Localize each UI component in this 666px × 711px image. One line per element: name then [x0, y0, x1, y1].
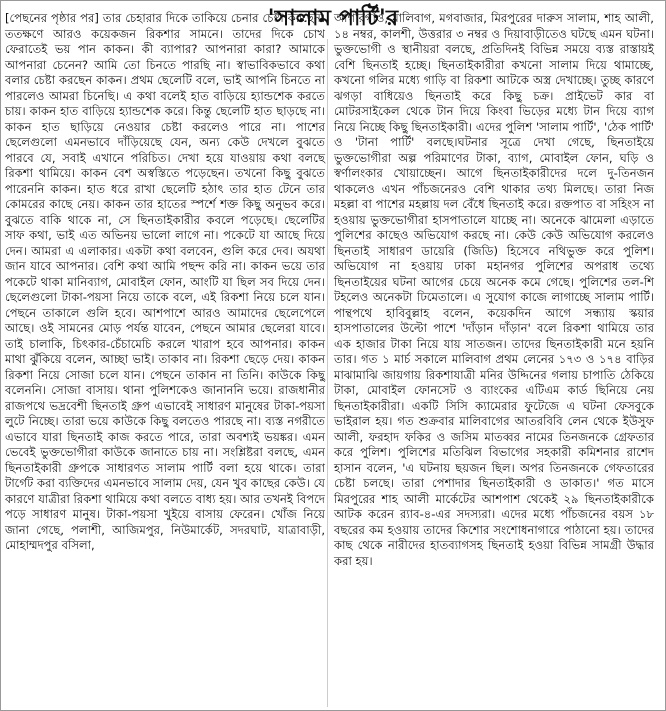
column-divider	[327, 39, 328, 707]
left-column-body	[5, 11, 325, 554]
continued-from-label: [পেছনের পৃষ্ঠার পর]	[5, 11, 99, 25]
right-column	[334, 11, 654, 569]
right-column-text: আগারগাঁও, মালিবাগ, মগবাজার, মিরপুরের দারুস সালাম, শাহ আলী, ১৪ নম্বর, কালশী, উত্তরার ৩ নম্বর ও দিয়াবাড়ীতেও ঘটছে এমন ঘটনা। ভুক্তভোগী ও স্থানীয়রা বলছে, প্রতিদিনই বিভিন্ন সময়ে ব্যস্ত রাস্তায়ই বেশি ছিনতাই হচ্ছে। ছিনতাইকারীরা কখনো সালাম দিয়ে থামাচ্ছে, কখনো গলির মধ্যে গাড়ি বা রিকশা আটকে অস্ত্র দেখাচ্ছে। তুচ্ছ কারণে ঝগড়া বাধিয়েও ছিনতাই করে কিছু চক্র। প্রাইভেট কার বা মোটরসাইকেল থেকে টান দিয়ে কিংবা ভিড়ের মধ্যে টান দিয়ে ব্যাগ নিয়ে নিচ্ছে কিছু ছিনতাইকারী। এদের পুলিশ 'সালাম পার্টি', 'ঠেক পার্টি' ও 'টানা পার্টি' বলছে।ঘটনার সূত্রে দেখা গেছে, ছিনতাইয়ে ভুক্তভোগীরা অল্প পরিমাণের টাকা, ব্যাগ, মোবাইল ফোন, ঘড়ি ও স্বর্ণালংকার খোয়াচ্ছেন। আগে ছিনতাইকারীদের দলে দু-তিনজন থাকলেও এখন পাঁচজনেরও বেশি থাকার তথ্য মিলছে। তারা নিজ মহল্লা বা পাশের মহল্লায় দল বেঁধে ছিনতাই করে। রক্তপাত বা সহিংস না হওয়ায় ভুক্তভোগীরা হাসপাতালে যাচ্ছে না। অনেকে ঝামেলা এড়াতে পুলিশের কাছেও অভিযোগ করছে না। কেউ কেউ অভিযোগ করলেও ছিনতাই সাধারণ ডায়েরি (জিডি) হিসেবে নথিভুক্ত করে পুলিশ। অভিযোগ না হওয়ায় ঢাকা মহানগর পুলিশের অপরাধ তথ্যে ছিনতাইয়ের ঘটনা আগের চেয়ে অনেক কমে গেছে। পুলিশের তল-শি টহলেও অনেকটা ঢিমেতালে। এ সুযোগ কাজে লাগাচ্ছে সালাম পার্টি। পান্থপথে হাবিবুল্লাহ বলেন, কয়েকদিন আগে সন্ধ্যায় স্কয়ার হাসপাতালের উল্টো পাশে 'দাঁড়ান দাঁড়ান' বলে রিকশা থামিয়ে তার এক হাজার টাকা নিয়ে যায় সাতজন। তাদের ছিনতাইকারী মনে হয়নি তার। গত ১ মার্চ সকালে মালিবাগ প্রথম লেনের ১৭৩ ও ১৭৪ বাড়ির মাঝামাঝি জায়গায় রিকশাযাত্রী মনির উদ্দিনের গলায় চাপাতি ঠেকিয়ে টাকা, মোবাইল ফোনসেট ও ব্যাংকের এটিএম কার্ড ছিনিয়ে নেয় ছিনতাইকারীরা। একটি সিসি ক্যামেরার ফুটেজে এ ঘটনা ফেসবুকে ভাইরাল হয়। গত শুক্রবার মালিবাগের আতরবিবি লেন থেকে ইউসুফ আলী, ফরহাদ ফকির ও জসিম মাতব্বর নামের তিনজনকে গ্রেফতার করে পুলিশ। পুলিশের মতিঝিল বিভাগের সহকারী কমিশনার রাশেদ হাসান বলেন, 'এ ঘটনায় ছয়জন ছিল। অপর তিনজনকে গেফতারের চেষ্টা চলছে। তারা পেশাদার ছিনতাইকারী ও ডাকাত।' গত মাসে মিরপুরের শাহ আলী মার্কেটের আশপাশ থেকেই ২৯ ছিনতাইকারীকে আটক করেন র‍্যাব-৪-এর সদস্যরা। এদের মধ্যে পাঁচজনের বয়স ১৮ বছরের কম হওয়ায় তাদের কিশোর সংশোধনাগারে পাঠানো হয়। তাদের কাছ থেকে নারীদের হাতব্যাগসহ ছিনতাই হওয়া বিভিন্ন সামগ্রী উদ্ধার করা হয়।	[334, 11, 654, 568]
headline: 'সালাম পার্টি'র	[267, 5, 399, 31]
left-column-text: তার চেহারার দিকে তাকিয়ে চেনার চেষ্টা করছেন। ততক্ষণে আরও কয়েকজন রিকশার সামনে। তাদের দিকে চোখ ফেরাতেই ভয় পান কাকন। কী ব্যাপার? আপনারা কারা? আমাকে আপনারা চেনেন? আমি তো চিনতে পারছি না। স্বাভাবিকভাবে কথা বলার চেষ্টা করছেন কাকন। প্রথম ছেলেটি বলে, ভাই আপনি চিনতে না পারলেও আমরা চিনেছি। এ কথা বলেই হাত বাড়িয়ে হ্যান্ডশেক করতে চায়। কাকন হাত বাড়িয়ে হ্যান্ডশেক করে। কিন্তু ছেলেটি হাত ছাড়ছে না। কাকন হাত ছাড়িয়ে নেওয়ার চেষ্টা করলেও পারে না। পাশের ছেলেগুলো এমনভাবে দাঁড়িয়েছে যেন, অন্য কেউ দেখলে বুঝতে পারবে যে, সবাই এখানে পরিচিত। দেখা হয়ে যাওয়ায় কথা বলছে রিকশা থামিয়ে। কাকন বেশ অস্বস্তিতে পড়েছেন। তখনো কিছু বুঝতে পারেননি কাকন। হাত ধরে রাখা ছেলেটি হঠাৎ তার হাত টেনে তার কোমরের কাছে নেয়। কাকন তার হাতের স্পর্শে শক্ত কিছু অনুভব করে। বুঝতে বাকি থাকে না, সে ছিনতাইকারীর কবলে পড়েছে। ছেলেটির সাফ কথা, ভাই এত অভিনয় ভালো লাগে না। পকেটে যা আছে দিয়ে দেন। আমরা এ এলাকার। একটা কথা বলবেন, গুলি করে দেব। অযথা জান যাবে আপনার। বেশি কথা আমি পছন্দ করি না। কাকন ভয়ে তার পকেটে থাকা মানিব্যাগ, মোবাইল ফোন, আংটি যা ছিল সব দিয়ে দেন। ছেলেগুলো টাকা-পয়সা নিয়ে তাকে বলে, এই রিকশা নিয়ে চলে যান। পেছনে তাকালে গুলি হবে। আশপাশে আরও আমাদের ছেলেপেলে আছে। ওই সামনের মোড় পর্যন্ত যাবেন, পেছনে আমার ছেলেরা যাবে। তাই চালাকি, চিৎকার-চেঁচামেচি করলে খারাপ হবে আপনার। কাকন মাথা ঝুঁকিয়ে বলেন, আচ্ছা ভাই। তাকাব না। রিকশা ছেড়ে দেয়। কাকন রিকশা নিয়ে সোজা চলে যান। পেছনে তাকান না তিনি। কাউকে কিছু বলেননি। সোজা বাসায়। থানা পুলিশকেও জানাননি ভয়ে। রাজধানীর রাজপথে ভদ্রবেশী ছিনতাই গ্রুপ এভাবেই সাধারণ মানুষের টাকা-পয়সা লুটে নিচ্ছে। তারা ভয়ে কাউকে কিছু বলতেও পারছে না। ব্যস্ত নগরীতে এভাবে যারা ছিনতাই কাজ করতে পারে, তারা অবশ্যই ভয়ঙ্কর। এমন ভেবেই ভুক্তভোগীরা কাউকে জানাতে চায় না। সংশ্লিষ্টরা বলছে, এমন ছিনতাইকারী গ্রুপকে সাধারণত সালাম পার্টি বলা হয়ে থাকে। তারা টার্গেট করা ব্যক্তিদের এমনভাবে সালাম দেয়, যেন খুব কাছের কেউ। যে কারণে যাত্রীরা রিকশা থামিয়ে কথা বলতে বাধ্য হয়। আর তখনই বিপদে পড়ে সাধারণ মানুষ। টাকা-পয়সা খুইয়ে বাসায় ফেরেন। খোঁজ নিয়ে জানা গেছে, পলাশী, আজিমপুর, নিউমার্কেট, সদরঘাট, যাত্রাবাড়ী, মোহাম্মদপুর বসিলা,	[5, 11, 325, 552]
left-column	[5, 11, 325, 554]
